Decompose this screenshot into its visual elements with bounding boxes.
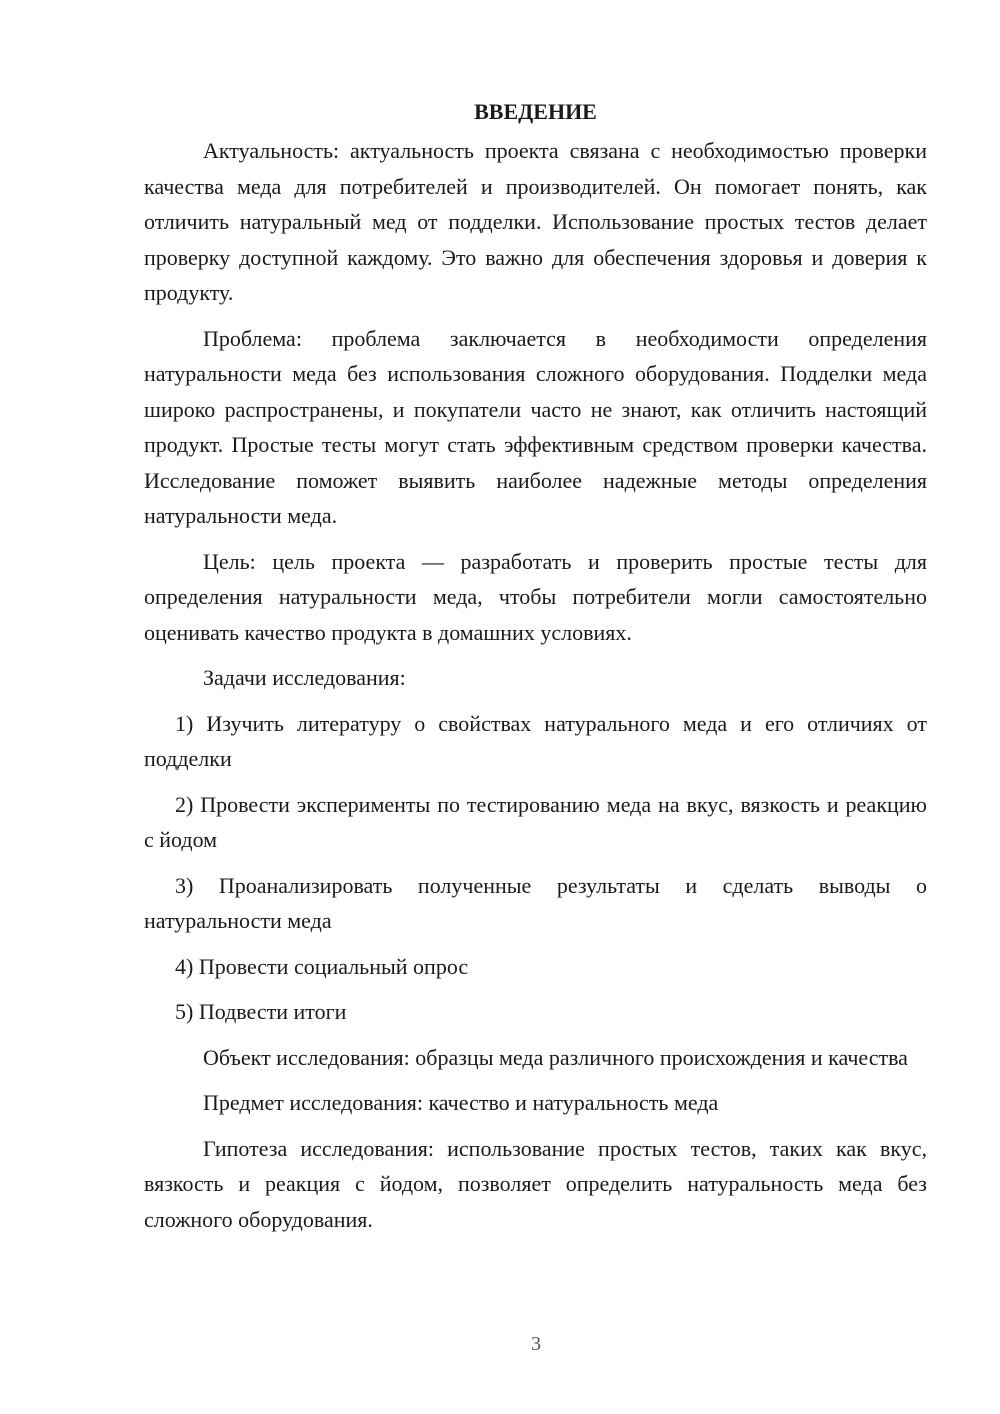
task-item-1: 1) Изучить литературу о свойствах натурального меда и его отличиях от подделки xyxy=(144,710,927,771)
task-item-2: 2) Провести эксперименты по тестированию меда на вкус, вязкость и реакцию с йодом xyxy=(144,791,927,852)
document-page xyxy=(144,92,927,1237)
paragraph-object: Объект исследования: образцы меда различного происхождения и качества xyxy=(203,1044,908,1070)
paragraph-relevance: Актуальность: актуальность проекта связана с необходимостью проверки качества меда для потребителей и производителей. Он помогает понять, как отличить натуральный мед от подделки. Использование простых тестов делает проверку доступной каждому. Это важно для обеспечения здоровья и доверия к продукту. xyxy=(144,138,927,305)
section-heading: ВВЕДЕНИЕ xyxy=(474,99,597,124)
paragraph-hypothesis: Гипотеза исследования: использование простых тестов, таких как вкус, вязкость и реакция с йодом, позволяет определить натуральность меда без сложного оборудования. xyxy=(144,1135,927,1232)
task-item-5: 5) Подвести итоги xyxy=(175,999,347,1024)
paragraph-tasks-intro: Задачи исследования: xyxy=(203,665,406,690)
page-number: 3 xyxy=(531,1333,541,1355)
paragraph-problem: Проблема: проблема заключается в необходимости определения натуральности меда без использования сложного оборудования. Подделки меда широко распространены, и покупатели часто не знают, как отличить настоящий продукт. Простые тесты могут стать эффективным средством проверки качества. Исследование поможет выявить наиболее надежные методы определения натуральности меда. xyxy=(144,325,927,528)
paragraph-goal: Цель: цель проекта — разработать и проверить простые тесты для определения натуральности меда, чтобы потребители могли самостоятельно оценивать качество продукта в домашних условиях. xyxy=(144,548,927,645)
paragraph-subject: Предмет исследования: качество и натуральность меда xyxy=(203,1090,719,1115)
task-item-3: 3) Проанализировать полученные результаты и сделать выводы о натуральности меда xyxy=(144,872,927,933)
task-item-4: 4) Провести социальный опрос xyxy=(175,953,469,979)
